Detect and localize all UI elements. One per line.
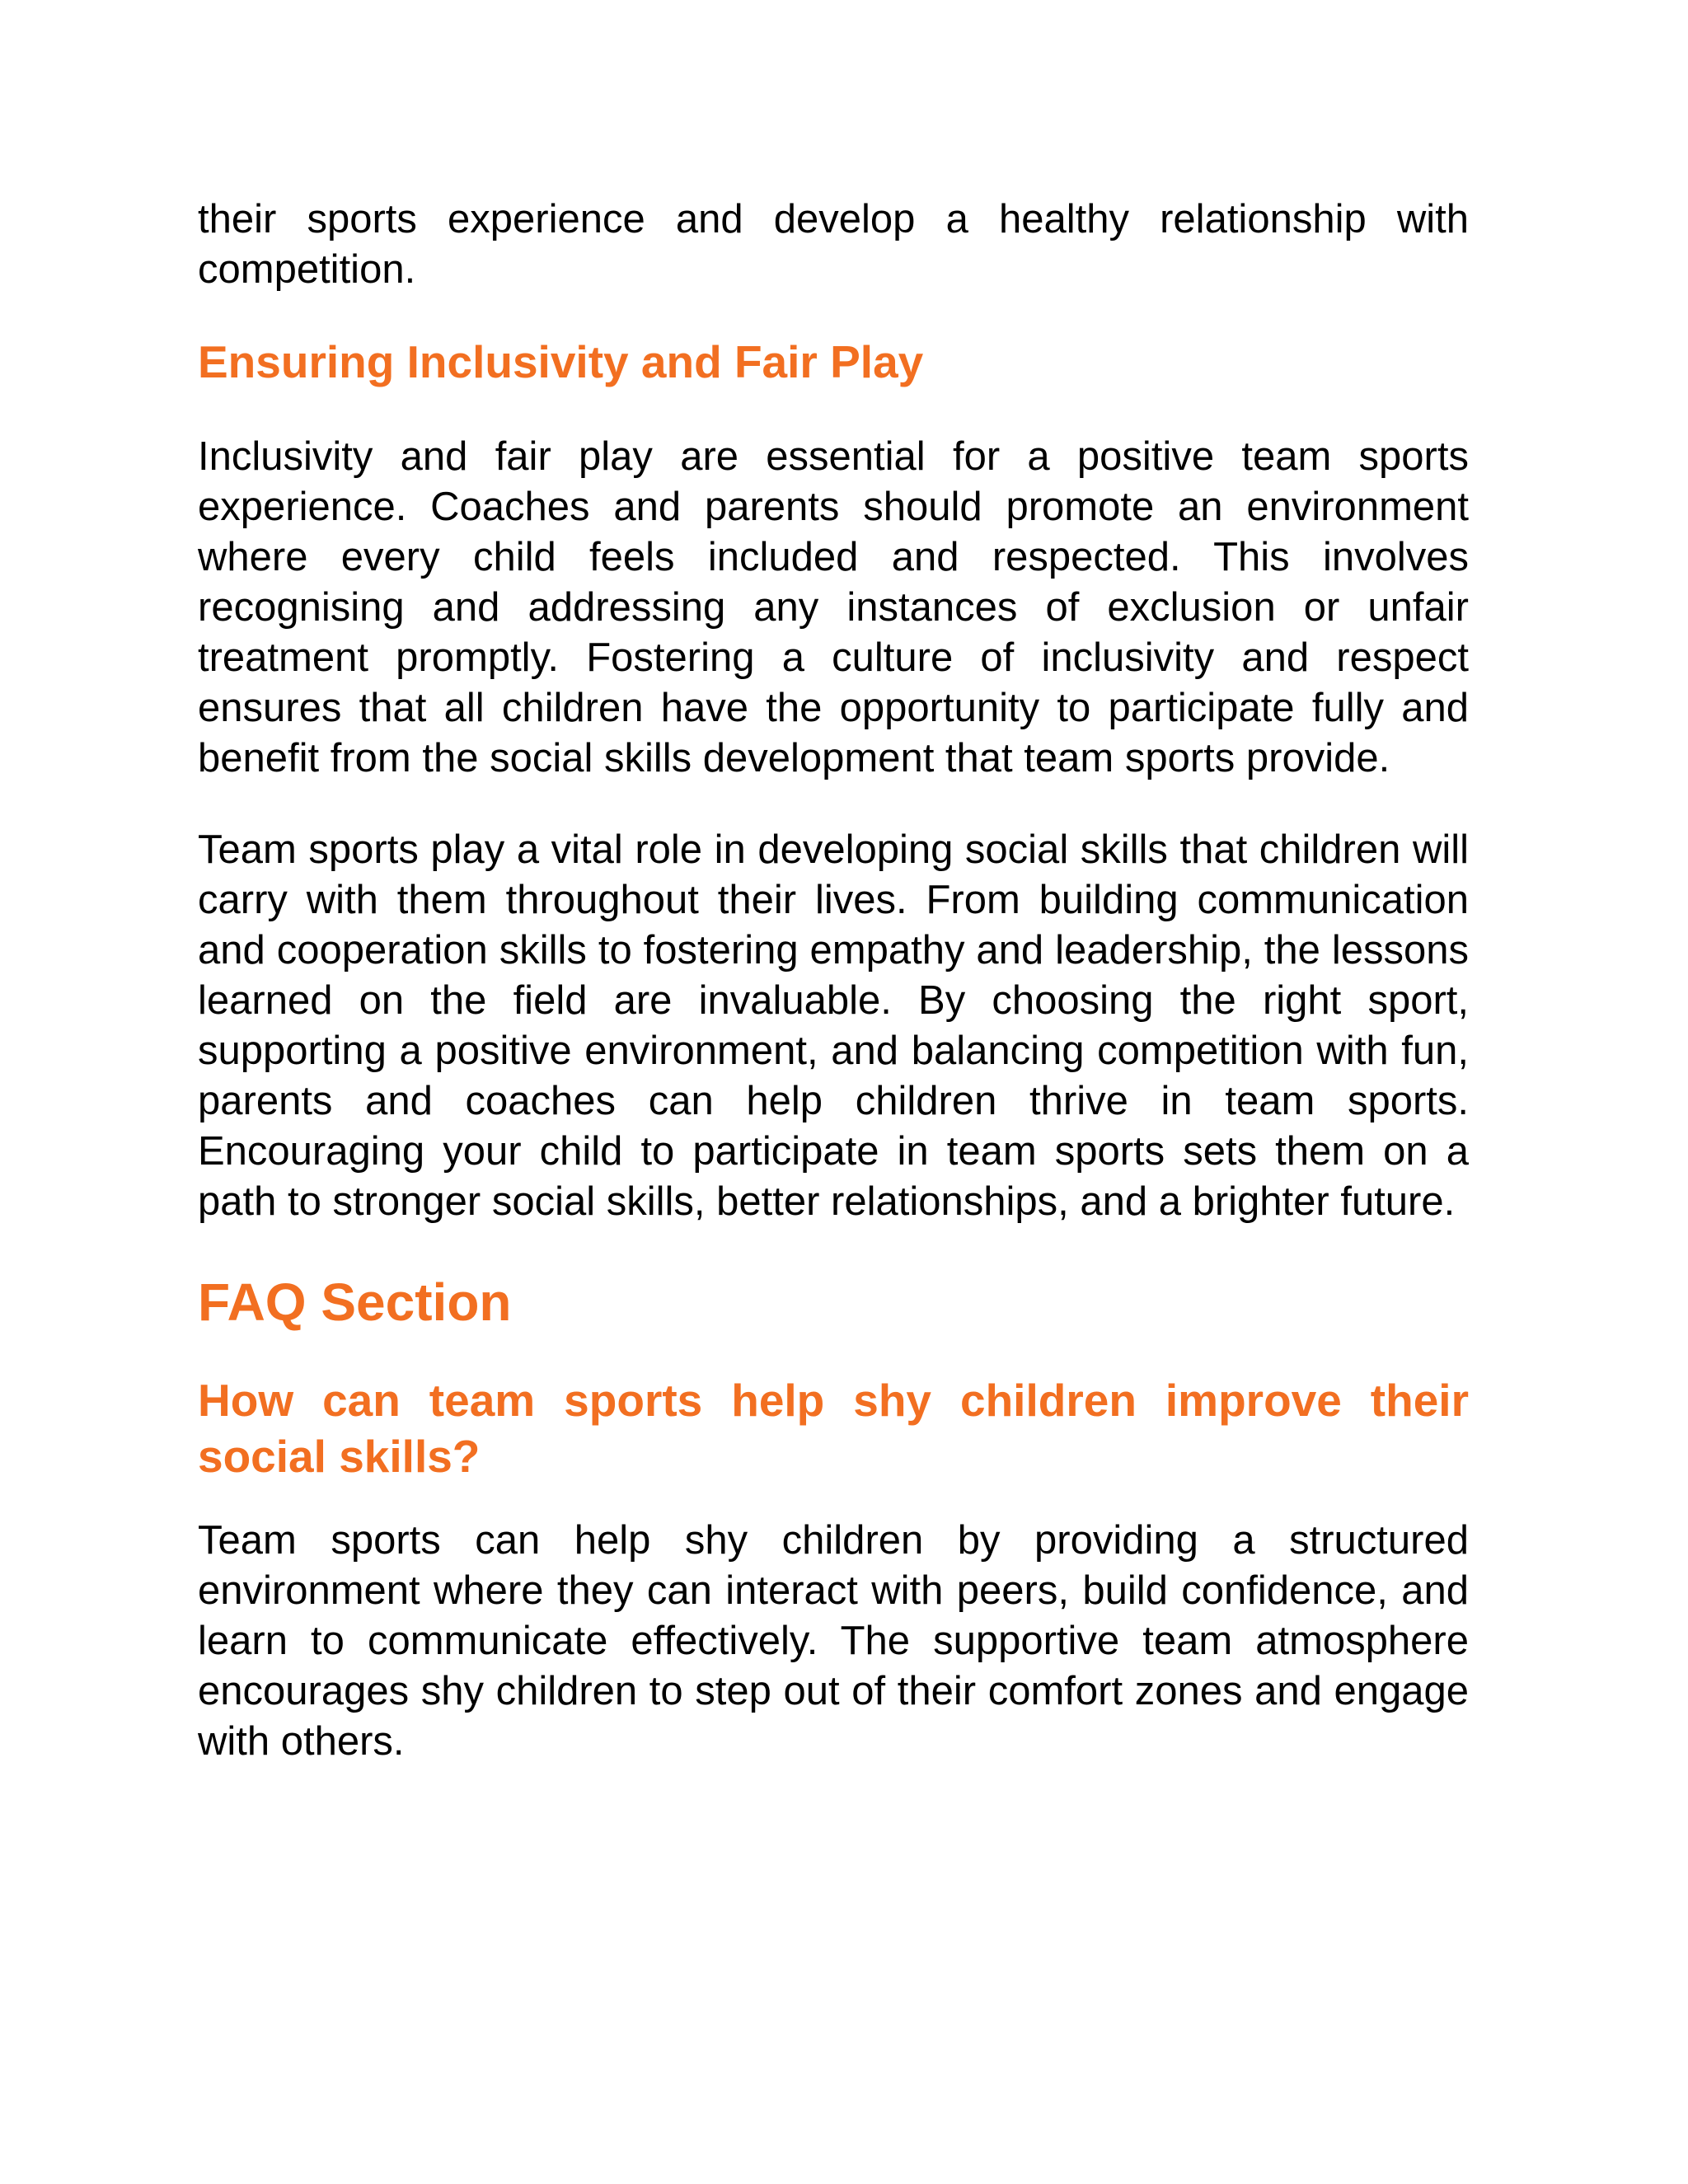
document-page [198, 194, 1469, 1767]
conclusion-paragraph: Team sports play a vital role in developing social skills that children will carry with them throughout their lives. From building communication and cooperation skills to fostering empathy and leadership, the lessons learned on the field are invaluable. By choosing the right sport, supporting a positive environment, and balancing competition with fun, parents and coaches can help children thrive in team sports. Encouraging your child to participate in team sports sets them on a path to stronger social skills, better relationships, and a brighter future. [198, 827, 1469, 1224]
faq-item [198, 1372, 1469, 1767]
faq-section-heading: FAQ Section [198, 1272, 512, 1332]
faq-question: How can team sports help shy children improve their social skills? [198, 1375, 1469, 1482]
inclusivity-paragraph: Inclusivity and fair play are essential for a positive team sports experience. Coaches and parents should promote an environment where every child feels included and respected. This involves recognising and addressing any instances of exclusion or unfair treatment promptly. Fostering a culture of inclusivity and respect ensures that all children have the opportunity to participate fully and benefit from the social skills development that team sports provide. [198, 434, 1469, 780]
intro-continuation-paragraph: their sports experience and develop a healthy relationship with competition. [198, 197, 1469, 292]
inclusivity-heading: Ensuring Inclusivity and Fair Play [198, 336, 924, 387]
faq-answer: Team sports can help shy children by providing a structured environment where they can interact with peers, build confidence, and learn to communicate effectively. The supportive team atmosphere encourages shy children to step out of their comfort zones and engage with others. [198, 1518, 1469, 1764]
